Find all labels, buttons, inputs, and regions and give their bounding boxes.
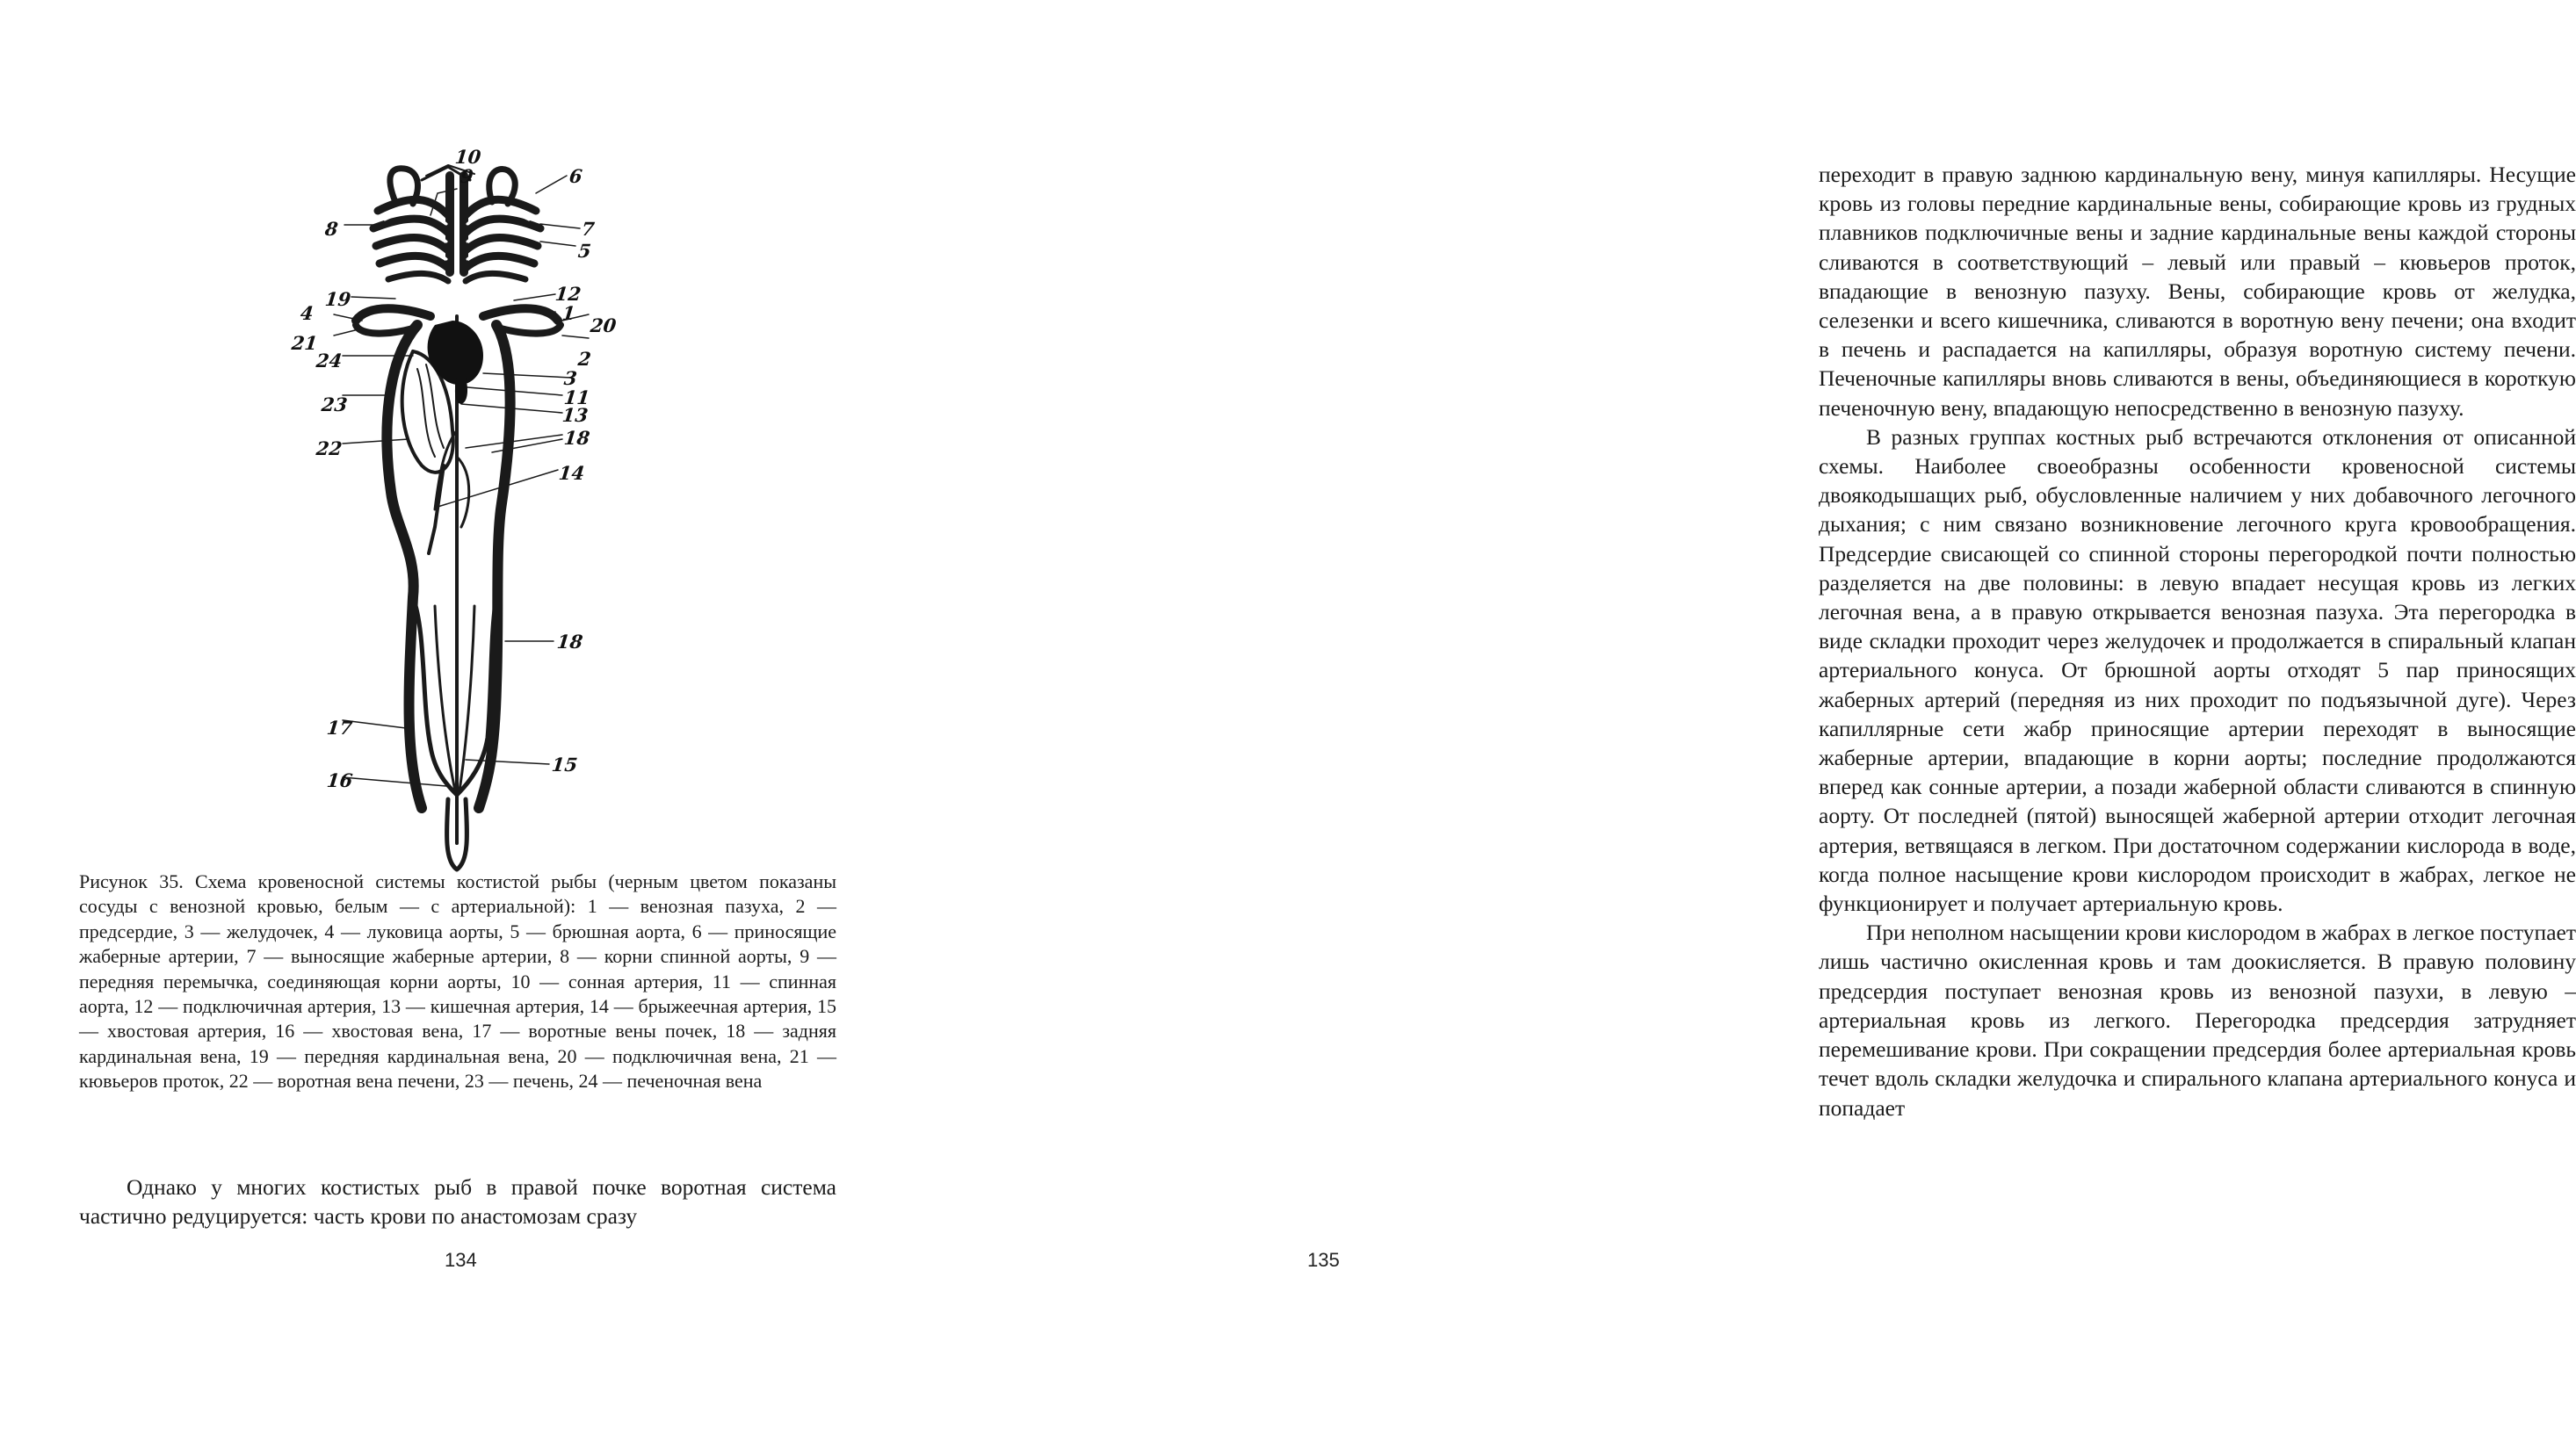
figure-label-18: 18: [562, 427, 591, 449]
figure-label-24: 24: [315, 350, 344, 372]
figure-label-18b: 18: [555, 631, 584, 653]
figure-label-10: 10: [453, 146, 482, 168]
figure-label-3: 3: [562, 367, 578, 389]
figure-label-16: 16: [325, 769, 354, 791]
paragraph-1: переходит в правую заднюю кардинальную вену, минуя капилляры. Несущие кровь из головы передние кардинальные вены, собирающие кровь из грудных плавников подключичные вены и задние кардинальные вены каждой стороны сливаются в соответствующий – левый или правый – кювьеров проток, впадающие в венозную пазуху. Вены, собирающие кровь от желудка, селезенки и всего кишечника, сливаются в воротную вену печени; она входит в печень и распадается на капилляры, образуя воротную систему печени. Печеночные капилляры вновь сливаются в вены, объединяющиеся в короткую печеночную вену, впадающую непосредственно в венозную пазуху.: [1819, 162, 2576, 421]
left-page-body-text: Однако у многих костистых рыб в правой почке воротная система частично редуцируется: часть крови по анастомозам сразу: [79, 1174, 836, 1230]
figure-label-11: 11: [562, 386, 591, 408]
figure-caption: Рисунок 35. Схема кровеносной системы костистой рыбы (черным цветом показаны сосуды с венозной кровью, белым — с артериальной): 1 — венозная пазуха, 2 — предсердие, 3 — желудочек, 4 — луковица аорты, 5 — брюшная аорта, 6 — приносящие жаберные артерии, 7 — выносящие жаберные артерии, 8 — корни спинной аорты, 9 — передняя перемычка, соединяющая корни аорты, 10 — сонная артерия, 11 — спинная аорта, 12 — подключичная артерия, 13 — кишечная артерия, 14 — брыжеечная артерия, 15 — хвостовая артерия, 16 — хвостовая вена, 17 — воротные вены почек, 18 — задняя кардинальная вена, 19 — передняя кардинальная вена, 20 — подключичная вена, 21 — кювьеров проток, 22 — воротная вена печени, 23 — печень, 24 — печеночная вена: [79, 870, 836, 1093]
figure-label-13: 13: [561, 404, 590, 426]
figure-label-19: 19: [323, 288, 352, 310]
right-page-body: [1819, 160, 2576, 1122]
page-number: 135: [1307, 1249, 1340, 1271]
paragraph-2: В разных группах костных рыб встречаются отклонения от описанной схемы. Наиболее своеобразны особенности кровеносной системы двоякодышащих рыб, обусловленные наличием у них добавочного легочного дыхания; с ним связано возникновение легочного круга кровообращения. Предсердие свисающей со спинной стороны перегородкой почти полностью разделяется на две половины: в левую впадает несущая кровь из легких легочная вена, а в правую открывается венозная пазуха. Эта перегородка в виде складки проходит через желудочек и продолжается в спиральный клапан артериального конуса. От брюшной аорты отходят 5 пар приносящих жаберных артерий (передняя из них проходит по подъязычной дуге). Через капиллярные сети жабр приносящие артерии переходят в выносящие жаберные артерии, впадающие в корни аорты; последние продолжаются вперед как сонные артерии, а позади жаберной области сливаются в спинную аорту. От последней (пятой) выносящей жаберной артерии отходит легочная артерия, ветвящаяся в легком. При достаточном содержании кислорода в воде, когда полное насыщение крови кислородом происходит в жабрах, легкое не функционирует и получает артериальную кровь.: [1819, 423, 2576, 917]
figure-label-5: 5: [576, 240, 592, 262]
left-page: [0, 0, 879, 1429]
figure-label-9: 9: [459, 165, 474, 187]
circulatory-system-figure: [281, 141, 633, 870]
figure-label-21: 21: [290, 332, 319, 354]
figure-label-15: 15: [550, 754, 579, 776]
figure-label-12: 12: [554, 283, 582, 305]
figure-label-2: 2: [576, 348, 592, 370]
figure-label-4: 4: [299, 302, 315, 324]
right-page: [879, 0, 2576, 1429]
figure-label-23: 23: [320, 393, 349, 415]
page-number: 134: [445, 1249, 477, 1271]
figure-label-1: 1: [561, 302, 576, 324]
paragraph-3: При неполном насыщении крови кислородом в жабрах в легкое поступает лишь частично окисленная кровь и там доокисляется. В правую половину предсердия поступает венозная кровь из венозной пазухи, в левую – артериальная кровь из легкого. Перегородка предсердия затрудняет перемешивание крови. При сокращении предсердия более артериальная кровь течет вдоль складки желудочка и спирального клапана артериального конуса и попадает: [1819, 920, 2576, 1121]
figure-label-17: 17: [325, 717, 354, 739]
figure-label-14: 14: [557, 462, 586, 484]
figure-label-6: 6: [568, 165, 583, 187]
figure-label-22: 22: [315, 437, 344, 459]
figure-label-20: 20: [589, 314, 618, 336]
figure-label-7: 7: [580, 218, 596, 240]
figure-label-8: 8: [323, 218, 339, 240]
